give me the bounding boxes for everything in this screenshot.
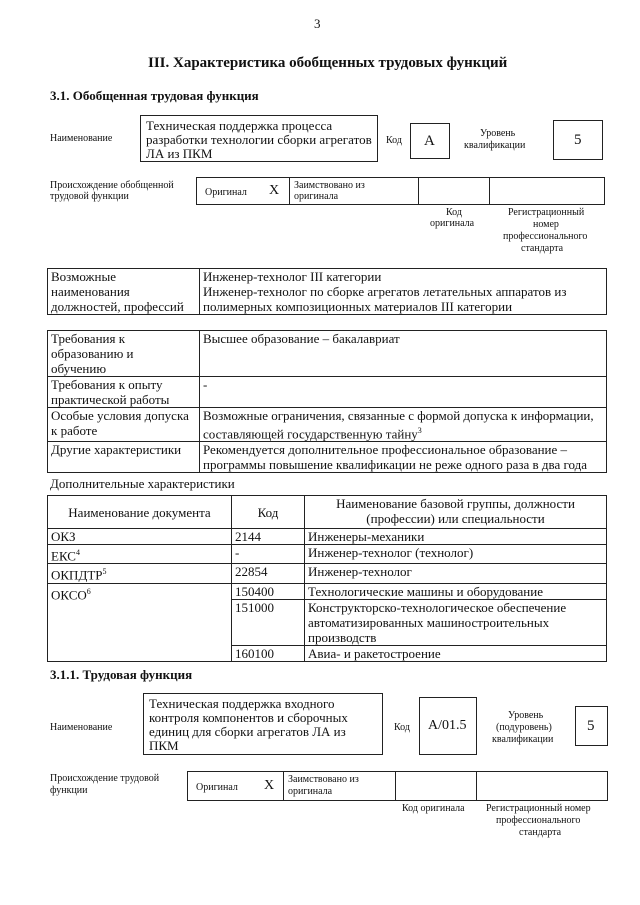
requirement-row bbox=[48, 377, 607, 408]
gtf-code-original-label: Код bbox=[446, 207, 462, 218]
tf-name-line: контроля компонентов и сборочных bbox=[149, 710, 348, 725]
requirement-label-line: обучению bbox=[51, 361, 107, 376]
gtf-original-label: Оригинал bbox=[205, 187, 247, 198]
requirement-value-line: Высшее образование – бакалавриат bbox=[203, 331, 400, 346]
additional-heading: Дополнительные характеристики bbox=[50, 476, 235, 491]
gtf-name-line: Техническая поддержка процесса bbox=[146, 118, 333, 133]
tf-borrowed-label: оригинала bbox=[288, 786, 333, 797]
gtf-level-label: Уровень bbox=[480, 128, 516, 139]
header-doc: Наименование документа bbox=[48, 496, 232, 529]
row-doc bbox=[48, 545, 232, 564]
requirement-label-line: Особые условия допуска bbox=[51, 408, 189, 423]
positions-value-line: полимерных композиционных материалов III категории bbox=[203, 299, 513, 314]
requirement-value-text: составляющей государственную тайну bbox=[203, 426, 418, 442]
gtf-original-mark: Х bbox=[269, 183, 280, 198]
gtf-name-box bbox=[140, 115, 378, 162]
requirement-label-line: образованию и bbox=[51, 346, 134, 361]
requirement-value bbox=[200, 408, 607, 442]
requirement-value-line: Возможные ограничения, связанные с формой допуска к информации, bbox=[203, 408, 594, 423]
header-name-line: Наименование базовой группы, должности bbox=[336, 496, 575, 511]
requirement-value-line: - bbox=[203, 377, 208, 392]
positions-value-line: Инженер-технолог III категории bbox=[203, 269, 382, 284]
requirements-table bbox=[47, 330, 607, 473]
tf-code-box bbox=[419, 697, 477, 755]
header-name bbox=[305, 496, 607, 529]
tf-origin-label: функции bbox=[50, 785, 88, 796]
gtf-level-box bbox=[553, 120, 603, 160]
tf-name-line: единиц для сборки агрегатов ЛА из bbox=[149, 724, 346, 739]
gtf-borrowed-label: оригинала bbox=[294, 191, 339, 202]
requirement-value bbox=[200, 331, 607, 377]
tf-code-value: А/01.5 bbox=[428, 718, 467, 733]
tf-borrowed-label: Заимствовано из bbox=[288, 774, 359, 785]
row-name: Инженер-технолог bbox=[305, 564, 607, 583]
tf-original-mark: Х bbox=[264, 778, 275, 793]
section-title: III. Характеристика обобщенных трудовых функций bbox=[148, 55, 508, 71]
requirement-label bbox=[48, 442, 200, 473]
tf-original-label: Оригинал bbox=[196, 782, 238, 793]
gtf-origin-label: трудовой функции bbox=[50, 191, 129, 202]
tf-heading: 3.1.1. Трудовая функция bbox=[50, 667, 193, 682]
positions-row bbox=[48, 269, 607, 315]
footnote-ref: 3 bbox=[417, 426, 422, 435]
row-doc bbox=[48, 564, 232, 583]
gtf-name-line: разработки технологии сборки агрегатов bbox=[146, 132, 372, 147]
requirement-value-line bbox=[203, 423, 603, 441]
positions-label-line: наименования bbox=[51, 284, 130, 299]
row-name: Авиа- и ракетостроение bbox=[305, 645, 607, 661]
gtf-name-line: ЛА из ПКМ bbox=[146, 146, 213, 161]
row-doc bbox=[48, 529, 232, 545]
requirement-row bbox=[48, 331, 607, 377]
gtf-level-label: квалификации bbox=[464, 140, 526, 151]
positions-label bbox=[48, 269, 200, 315]
requirement-row bbox=[48, 442, 607, 473]
tf-code-original-label: Код оригинала bbox=[402, 803, 465, 814]
gtf-reg-number-label: Регистрационный bbox=[508, 207, 585, 218]
gtf-level-value: 5 bbox=[574, 132, 582, 148]
header-name-line: (профессии) или специальности bbox=[366, 511, 545, 526]
row-doc-text: ОКСО bbox=[51, 586, 87, 602]
gtf-reg-number-label: профессионального bbox=[503, 231, 588, 242]
requirement-label bbox=[48, 331, 200, 377]
row-name: Инженер-технолог (технолог) bbox=[305, 545, 607, 564]
header-code: Код bbox=[232, 496, 305, 529]
requirement-label-line: Требования к bbox=[51, 331, 126, 346]
tf-code-label: Код bbox=[394, 722, 410, 733]
requirement-value bbox=[200, 377, 607, 408]
requirement-label bbox=[48, 408, 200, 442]
requirement-label-line: к работе bbox=[51, 423, 98, 438]
positions-value-line: Инженер-технолог по сборке агрегатов летательных аппаратов из bbox=[203, 284, 567, 299]
tf-level-label: Уровень bbox=[508, 710, 544, 721]
table-row bbox=[48, 545, 607, 564]
table-row bbox=[48, 583, 607, 599]
gtf-origin-label: Происхождение обобщенной bbox=[50, 180, 174, 191]
footnote-ref: 4 bbox=[75, 548, 80, 557]
tf-level-label: квалификации bbox=[492, 734, 554, 745]
gtf-code-box bbox=[410, 123, 450, 159]
gtf-reg-number-label: стандарта bbox=[521, 243, 564, 254]
tf-origin-label: Происхождение трудовой bbox=[50, 773, 160, 784]
gtf-code-original-cell bbox=[418, 177, 490, 205]
table-row bbox=[48, 529, 607, 545]
gtf-reg-number-cell bbox=[489, 177, 605, 205]
tf-name-line: ПКМ bbox=[149, 738, 179, 753]
tf-reg-number-label: профессионального bbox=[496, 815, 581, 826]
table-row bbox=[48, 564, 607, 583]
gtf-borrowed-label: Заимствовано из bbox=[294, 180, 365, 191]
tf-name-box bbox=[143, 693, 383, 755]
gtf-heading: 3.1. Обобщенная трудовая функция bbox=[50, 88, 259, 103]
page-number: 3 bbox=[314, 16, 321, 31]
requirement-label-line: Требования к опыту bbox=[51, 377, 163, 392]
row-doc-text: ОКПДТР bbox=[51, 567, 103, 583]
positions-table bbox=[47, 268, 607, 315]
row-doc bbox=[48, 583, 232, 661]
gtf-code-original-label: оригинала bbox=[430, 218, 475, 229]
tf-original-cell bbox=[187, 771, 284, 801]
gtf-original-cell bbox=[196, 177, 290, 205]
row-code: 2144 bbox=[232, 529, 305, 545]
additional-table bbox=[47, 495, 607, 662]
tf-reg-number-cell bbox=[476, 771, 608, 801]
tf-name-label: Наименование bbox=[50, 722, 113, 733]
row-doc-text: ЕКС bbox=[51, 548, 76, 564]
row-code: 160100 bbox=[232, 645, 305, 661]
positions-value bbox=[200, 269, 607, 315]
tf-level-value: 5 bbox=[587, 718, 595, 734]
tf-code-original-cell bbox=[395, 771, 477, 801]
positions-label-line: Возможные bbox=[51, 269, 116, 284]
row-name-line: автоматизированных машиностроительных bbox=[308, 614, 550, 630]
row-code: 150400 bbox=[232, 583, 305, 599]
gtf-code-label: Код bbox=[386, 135, 402, 146]
gtf-borrowed-cell bbox=[289, 177, 419, 205]
row-name bbox=[305, 599, 607, 645]
gtf-reg-number-label: номер bbox=[533, 219, 559, 230]
additional-header-row bbox=[48, 496, 607, 529]
requirement-value bbox=[200, 442, 607, 473]
row-name-line: производств bbox=[308, 629, 377, 645]
row-doc-text: ОКЗ bbox=[51, 529, 76, 544]
gtf-name-label: Наименование bbox=[50, 133, 113, 144]
positions-label-line: должностей, профессий bbox=[51, 299, 184, 314]
gtf-code-value: А bbox=[424, 133, 435, 149]
row-code: 22854 bbox=[232, 564, 305, 583]
tf-level-box bbox=[575, 706, 608, 746]
row-code: - bbox=[232, 545, 305, 564]
requirement-label bbox=[48, 377, 200, 408]
tf-name-line: Техническая поддержка входного bbox=[149, 696, 335, 711]
tf-borrowed-cell bbox=[283, 771, 396, 801]
requirement-value-line: программы повышение квалификации не реже одного раза в два года bbox=[203, 457, 588, 473]
row-name-line: Конструкторско-технологическое обеспечение bbox=[308, 599, 567, 615]
row-name: Технологические машины и оборудование bbox=[305, 583, 607, 599]
tf-level-label: (подуровень) bbox=[496, 722, 552, 733]
row-name: Инженеры-механики bbox=[305, 529, 607, 545]
footnote-ref: 6 bbox=[86, 586, 91, 596]
row-code: 151000 bbox=[232, 599, 305, 645]
requirement-label-line: Другие характеристики bbox=[51, 442, 182, 458]
footnote-ref: 5 bbox=[102, 567, 107, 577]
tf-reg-number-label: Регистрационный номер bbox=[486, 803, 591, 814]
tf-reg-number-label: стандарта bbox=[519, 827, 562, 838]
requirement-label-line: практической работы bbox=[51, 392, 170, 407]
requirement-value-line: Рекомендуется дополнительное профессиональное образование – bbox=[203, 442, 568, 458]
requirement-row bbox=[48, 408, 607, 442]
